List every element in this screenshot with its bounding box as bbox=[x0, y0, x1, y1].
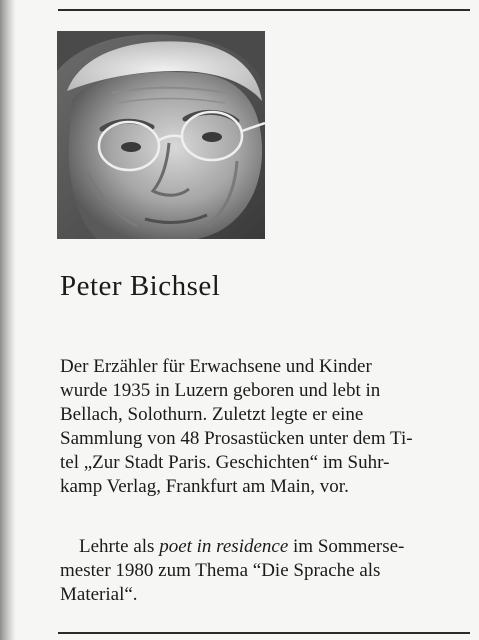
bio-line: Sammlung von 48 Prosastücken unter dem Ti- bbox=[60, 428, 413, 449]
bio-line: wurde 1935 in Luzern geboren und lebt in bbox=[60, 380, 381, 401]
author-name: Peter Bichsel bbox=[60, 270, 221, 302]
bio-line bbox=[60, 535, 479, 559]
bio-line: Der Erzähler für Erwachsene und Kinder bbox=[60, 356, 372, 377]
bottom-rule bbox=[58, 632, 470, 634]
top-rule bbox=[58, 9, 470, 11]
bio-line: kamp Verlag, Frankfurt am Main, vor. bbox=[60, 476, 349, 497]
bio-paragraph-2 bbox=[60, 535, 479, 607]
bio-line: mester 1980 zum Thema “Die Sprache als bbox=[60, 560, 381, 581]
bio-line: tel „Zur Stadt Paris. Geschichten“ im Suhr- bbox=[60, 452, 390, 473]
author-portrait bbox=[57, 31, 265, 239]
bio-text: Lehrte als bbox=[79, 536, 160, 557]
bio-paragraph-1 bbox=[60, 355, 479, 499]
bio-line: Material“. bbox=[60, 584, 138, 605]
page-binding-shadow bbox=[0, 0, 16, 640]
bio-italic-term: poet in residence bbox=[159, 536, 289, 557]
bio-text: im Sommerse- bbox=[288, 536, 405, 557]
portrait-photo bbox=[57, 31, 265, 239]
bio-line: Bellach, Solothurn. Zuletzt legte er eine bbox=[60, 404, 364, 425]
